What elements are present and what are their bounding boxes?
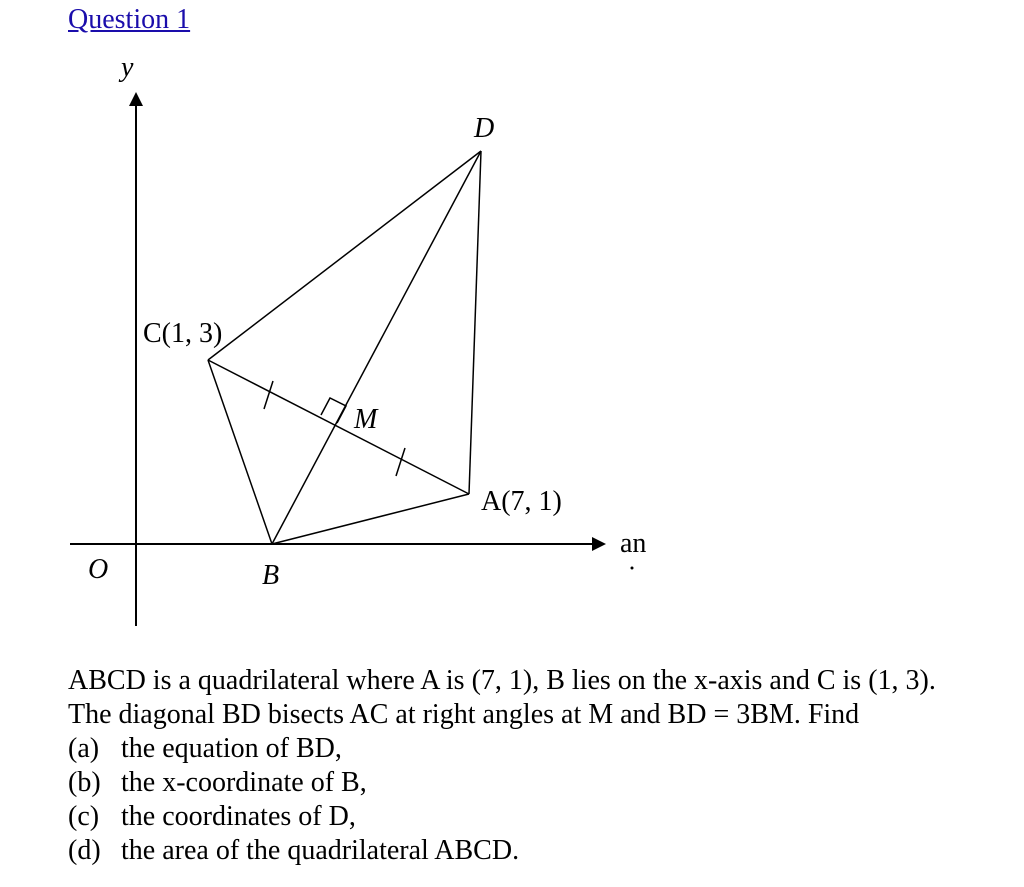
point-d-label: D	[474, 113, 495, 144]
side-ab	[272, 494, 469, 544]
part-text: the area of the quadrilateral ABCD.	[121, 835, 520, 866]
point-c-label: C(1, 3)	[143, 318, 223, 349]
tick-mark-ma	[396, 448, 405, 476]
x-axis-arrow	[592, 537, 606, 551]
list-item	[68, 766, 998, 800]
side-da	[469, 151, 481, 494]
y-axis-label: y	[121, 52, 134, 83]
list-item	[68, 732, 998, 766]
problem-line-2: The diagonal BD bisects AC at right angles at M and BD = 3BM. Find	[68, 699, 860, 730]
part-text: the equation of BD,	[121, 733, 342, 764]
x-axis-label: an	[620, 528, 647, 559]
part-label: (c)	[68, 801, 100, 832]
y-axis-arrow	[129, 92, 143, 106]
part-text: the x-coordinate of B,	[121, 767, 367, 798]
x-axis-label-dot	[631, 567, 634, 570]
problem-parts	[68, 732, 998, 868]
point-m-label: M	[354, 404, 378, 435]
tick-mark-cm	[264, 381, 273, 409]
point-b-label: B	[262, 560, 280, 591]
list-item	[68, 834, 998, 868]
list-item	[68, 800, 998, 834]
point-a-label: A(7, 1)	[481, 486, 562, 517]
question-title-link[interactable]: Question 1	[68, 4, 191, 35]
part-label: (d)	[68, 835, 101, 866]
problem-line-1: ABCD is a quadrilateral where A is (7, 1), B lies on the x-axis and C is (1, 3).	[68, 665, 936, 696]
part-label: (b)	[68, 767, 101, 798]
side-cd	[208, 151, 481, 360]
diagonal-bd	[272, 151, 481, 544]
part-text: the coordinates of D,	[121, 801, 356, 832]
problem-statement	[68, 664, 998, 868]
part-label: (a)	[68, 733, 100, 764]
origin-label: O	[88, 554, 109, 585]
